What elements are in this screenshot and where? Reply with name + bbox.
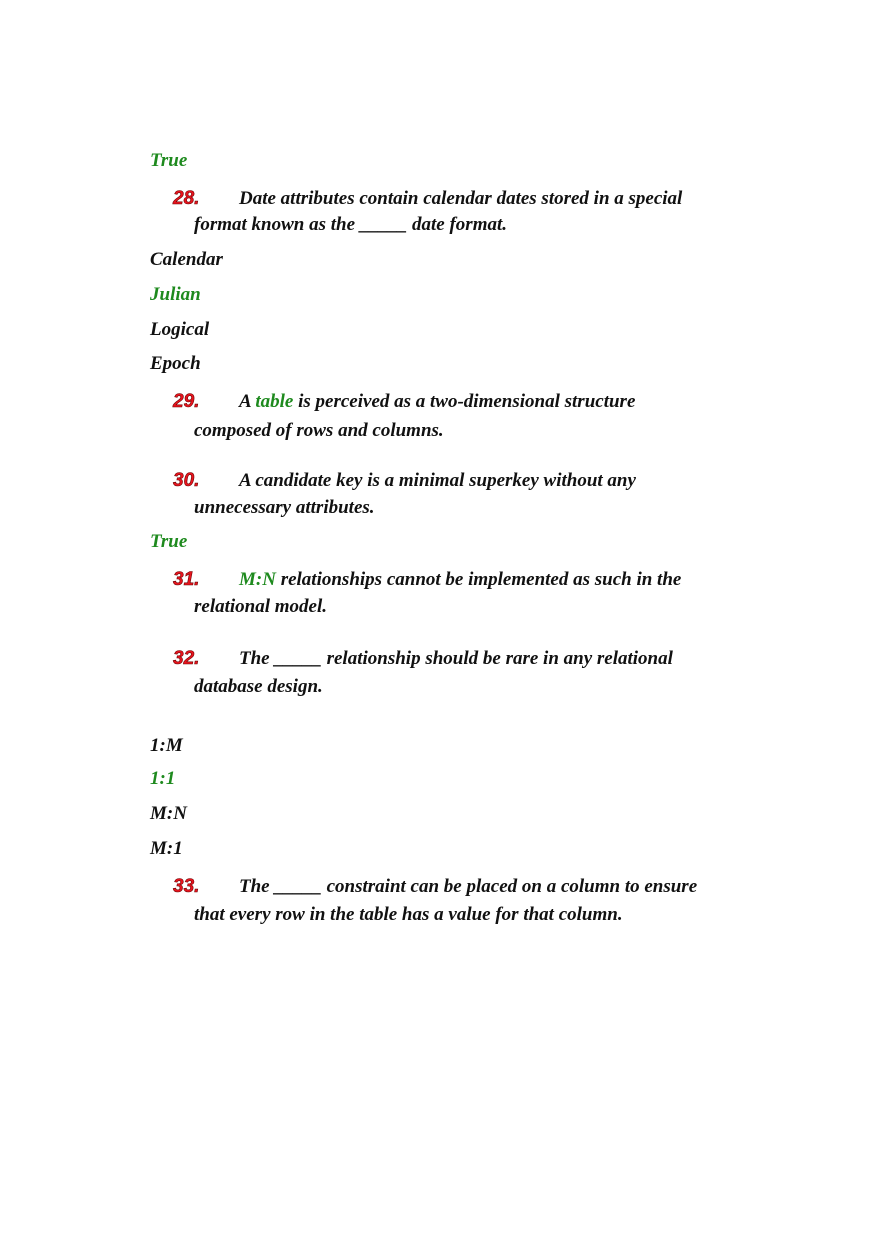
question-text <box>239 569 681 591</box>
answer: M:N <box>239 569 276 590</box>
question-text: database design. <box>194 676 323 697</box>
question-text <box>239 391 635 413</box>
question-number: 33. <box>173 876 200 897</box>
option: M:N <box>150 803 187 824</box>
question-text: The _____ constraint can be placed on a column to ensure <box>239 876 698 897</box>
option-correct: 1:1 <box>150 768 176 789</box>
answer-27: True <box>150 150 188 171</box>
option-correct: Julian <box>150 284 201 305</box>
text: A <box>239 391 256 412</box>
question-number: 28. <box>173 188 200 209</box>
answer: True <box>150 531 188 552</box>
answer: table <box>255 391 294 412</box>
question-number: 31. <box>173 569 200 590</box>
question-text: A candidate key is a minimal superkey without any <box>239 470 636 491</box>
option: Epoch <box>150 353 201 374</box>
question-number: 30. <box>173 470 200 491</box>
text: is perceived as a two-dimensional structure <box>293 391 636 412</box>
option: Logical <box>150 319 210 340</box>
question-text: relational model. <box>194 596 327 617</box>
option: Calendar <box>150 249 223 270</box>
question-text: format known as the _____ date format. <box>194 214 507 235</box>
question-number: 29. <box>173 391 200 412</box>
text: relationships cannot be implemented as such in the <box>275 569 682 590</box>
question-text: unnecessary attributes. <box>194 497 375 518</box>
question-text: The _____ relationship should be rare in any relational <box>239 648 673 669</box>
option: M:1 <box>150 838 183 859</box>
question-number: 32. <box>173 648 200 669</box>
question-text: that every row in the table has a value for that column. <box>194 904 623 925</box>
question-text: Date attributes contain calendar dates stored in a special <box>239 188 683 209</box>
option: 1:M <box>150 735 183 756</box>
question-text: composed of rows and columns. <box>194 420 444 441</box>
